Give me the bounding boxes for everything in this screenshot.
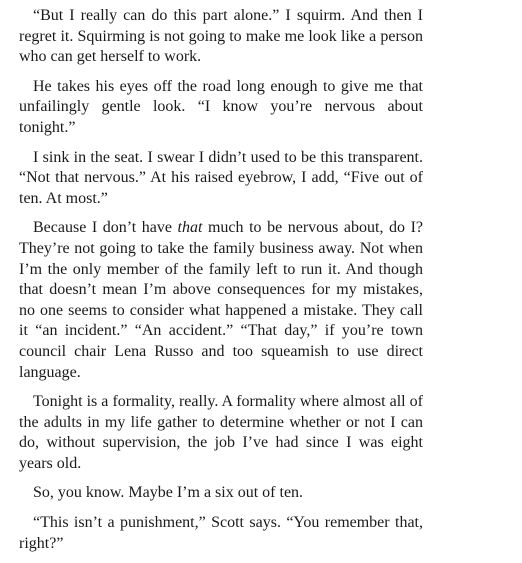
paragraph-text: I sink in the seat. I swear I didn’t used to be this transparent. “Not that nervous.” At his raised eyebrow, I add, “Five out of ten. At most.” [19,148,423,207]
paragraph-4 [19,218,423,383]
paragraph-5 [19,392,423,474]
paragraph-7 [19,513,423,554]
paragraph-text: much to be nervous about, do I? They’re not going to take the family business away. Not when I’m the only member of the family left to run it. And though that doesn’t mean I’m above consequences for my mistakes, no one seems to consider what happened a mistake. They call it “an incident.” “An accident.” “That day,” if you’re town council chair Lena Russo and too squeamish to use direct language. [19,219,423,381]
emphasized-word: that [177,219,203,237]
book-page [19,6,423,563]
paragraph-2 [19,77,423,139]
paragraph-text: So, you know. Maybe I’m a six out of ten. [33,484,304,502]
paragraph-1 [19,6,423,68]
paragraph-text: He takes his eyes off the road long enough to give me that unfailingly gentle look. “I know you’re nervous about tonight.” [19,77,423,136]
paragraph-text: “This isn’t a punishment,” Scott says. “You remember that, right?” [19,514,423,552]
paragraph-3 [19,148,423,210]
paragraph-text: Because I don’t have [33,219,178,237]
paragraph-6 [19,483,423,504]
paragraph-text: “But I really can do this part alone.” I squirm. And then I regret it. Squirming is not going to make me look like a person who can get herself to work. [19,7,423,66]
paragraph-text: Tonight is a formality, really. A formality where almost all of the adults in my life gather to determine whether or not I can do, without supervision, the job I’ve had since I was eight years old. [19,393,423,472]
